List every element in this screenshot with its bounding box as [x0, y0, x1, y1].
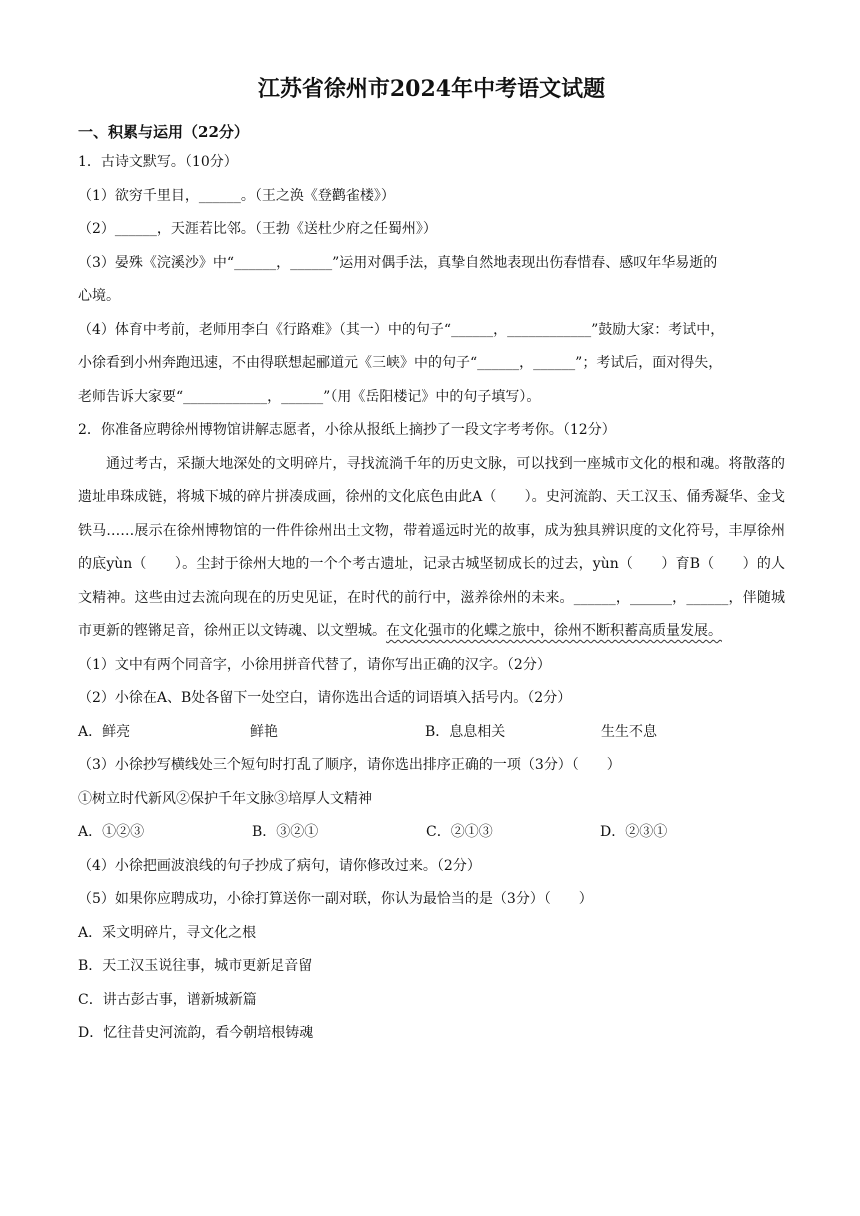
q1-item-4-line-3: 老师告诉大家要“____________，______”（用《岳阳楼记》中的句子填写）。 — [78, 388, 541, 405]
q2-sub-2-options — [78, 716, 785, 750]
q2-sub-2: （2）小徐在A、B处各留下一处空白，请你选出合适的词语填入括号内。（2分） — [78, 690, 572, 706]
option-c: C．②①③ — [426, 824, 493, 840]
q1-item-3-line-1: （3）晏殊《浣溪沙》中“______，______”运用对偶手法，真挚自然地表现出伤春惜春、感叹年华易逝的 — [78, 254, 718, 271]
q2-sub-5-option-a: A．采文明碎片，寻文化之根 — [78, 924, 257, 941]
q2-sub-4: （4）小徐把画波浪线的句子抄成了病句，请你修改过来。（2分） — [78, 857, 481, 874]
q2-sub-5-option-c: C．讲古彭古事，谱新城新篇 — [78, 991, 257, 1008]
q1-item-2: （2）______，天涯若比邻。（王勃《送杜少府之任蜀州》） — [78, 221, 437, 237]
option-a: A．①②③ — [78, 824, 145, 840]
q2-sub-3-options — [78, 816, 785, 850]
exam-page — [78, 72, 785, 1051]
q2-sub-5-option-b: B．天工汉玉说往事，城市更新足音留 — [78, 958, 313, 974]
option-text: 鲜艳 — [250, 723, 278, 740]
option-text: A．鲜亮 — [78, 723, 131, 740]
option-text: 生生不息 — [601, 723, 657, 740]
q2-sub-5: （5）如果你应聘成功，小徐打算送你一副对联，你认为最恰当的是（3分）（ ） — [78, 891, 593, 907]
wavy-underlined-sentence: 在文化强市的化蝶之旅中，徐州不断积蓄高质量发展。 — [386, 623, 722, 639]
q1-item-4-line-1: （4）体育中考前，老师用李白《行路难》（其一）中的句子“______，____________”鼓励大家：考试中， — [78, 321, 725, 338]
q2-sub-5-option-d: D．忆往昔史河流韵，看今朝培根铸魂 — [78, 1025, 314, 1041]
question-1-header: 1．古诗文默写。（10分） — [78, 154, 238, 170]
option-b: B．③②① — [252, 824, 319, 840]
reading-passage — [78, 448, 785, 649]
question-2-header: 2．你准备应聘徐州博物馆讲解志愿者，小徐从报纸上摘抄了一段文字考考你。（12分） — [78, 422, 616, 438]
page-title: 江苏省徐州市2024年中考语文试题 — [257, 76, 606, 102]
option-text: B．息息相关 — [425, 723, 506, 740]
passage-text: 通过考古，采撷大地深处的文明碎片，寻找流淌千年的历史文脉，可以找到一座城市文化的根和魂。将散落的遗址串珠成链，将城下城的碎片拼凑成画，徐州的文化底色由此A（ ）。史河流韵、天工汉玉、俑秀凝华、金戈铁马……展示在徐州博物馆的一件件徐州出土文物，带着遥远时光的故事，成为独具辨识度的文化符号，丰厚徐州的底yùn（ ）。尘封于徐州大地的一个个考古遗址，记录古城坚韧成长的过去，yùn（ ）育B（ ）的人文精神。这些由过去流向现在的历史见证，在时代的前行中，滋养徐州的未来。______，______，______，伴随城市更新的铿锵足音，徐州正以文铸魂、以文塑城。 — [78, 455, 785, 639]
option-d: D．②③① — [600, 824, 668, 840]
q1-item-4-line-2: 小徐看到小州奔跑迅速，不由得联想起郦道元《三峡》中的句子“______，______”；考试后，面对得失， — [78, 355, 723, 371]
section-heading: 一、积累与运用（22分） — [78, 123, 249, 141]
q2-sub-1: （1）文中有两个同音字，小徐用拼音代替了，请你写出正确的汉字。（2分） — [78, 656, 551, 673]
q2-sub-3-items: ①树立时代新风②保护千年文脉③培厚人文精神 — [78, 790, 372, 807]
q1-item-3-line-2: 心境。 — [78, 288, 120, 304]
q1-item-1: （1）欲穷千里目，______。（王之涣《登鹳雀楼》） — [78, 187, 395, 204]
q2-sub-3: （3）小徐抄写横线处三个短句时打乱了顺序，请你选出排序正确的一项（3分）（ ） — [78, 757, 621, 773]
